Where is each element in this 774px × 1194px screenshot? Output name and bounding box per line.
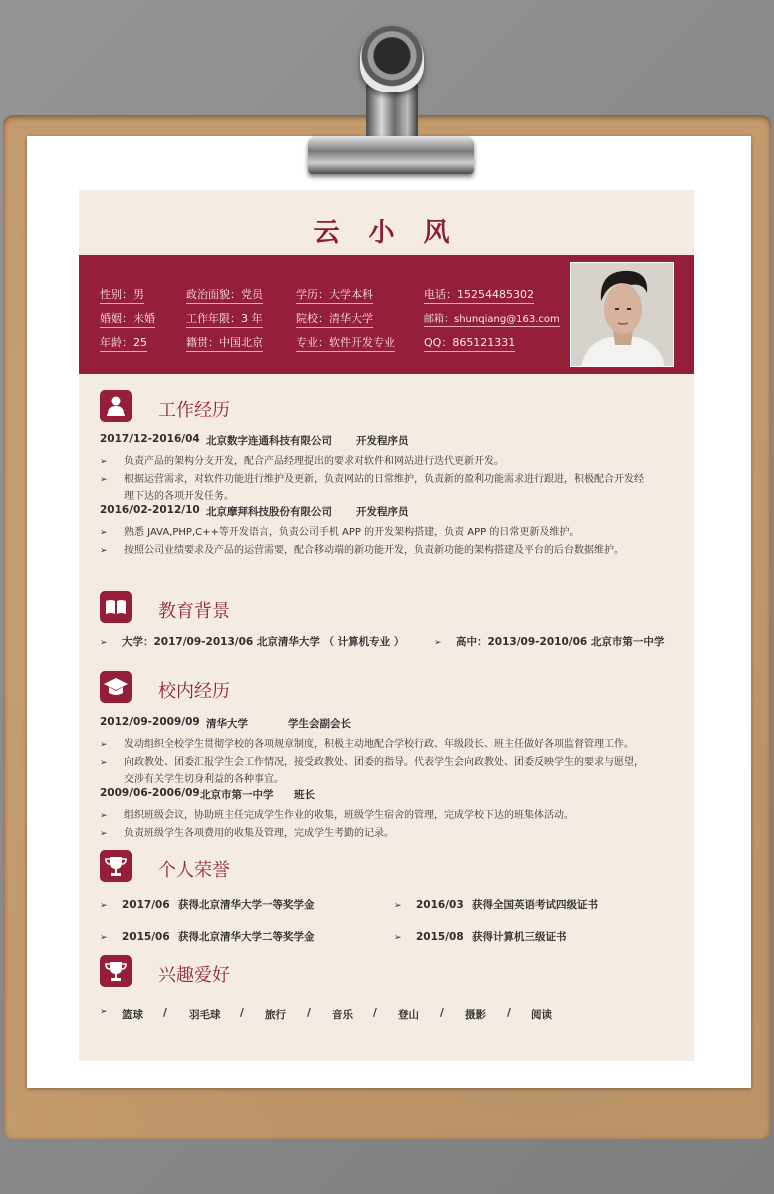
campus-1-header: 2012/09-2009/09 清华大学 学生会副会长	[100, 716, 351, 730]
info-school: 院校：清华大学	[296, 310, 373, 328]
hobby-separator: /	[373, 1007, 377, 1019]
clip-ring-icon	[360, 26, 424, 92]
list-item: ➢ 负责班级学生各项费用的收集及管理，完成学生考勤的记录。	[100, 828, 394, 839]
hobby-arrow-icon: ➢	[100, 1007, 108, 1017]
list-item: ➢ 熟悉 JAVA,PHP,C++等开发语言，负责公司手机 APP 的开发架构搭建，负责 APP 的日常更新及维护。	[100, 527, 580, 538]
candidate-name: 云 小 风	[313, 218, 460, 248]
info-phone: 电话：15254485302	[424, 286, 534, 304]
honor-item: ➢ 2016/03 获得全国英语考试四级证书	[394, 899, 598, 911]
hobby-item: 羽毛球	[189, 1009, 221, 1021]
list-item: ➢ 按照公司业绩要求及产品的运营需要，配合移动端的新功能开发，负责新功能的架构搭建及平台的后台数据维护。	[100, 545, 624, 556]
honor-item: ➢ 2015/08 获得计算机三级证书	[394, 931, 567, 943]
campus-2-header: 2009/06-2006/09 北京市第一中学 班长	[100, 787, 315, 801]
info-age: 年龄：25	[100, 334, 147, 352]
honors-section-title: 个人荣誉	[158, 860, 230, 881]
hobby-item: 登山	[398, 1009, 419, 1021]
honor-item: ➢ 2017/06 获得北京清华大学一等奖学金	[100, 899, 315, 911]
info-major: 专业：软件开发专业	[296, 334, 395, 352]
hobby-separator: /	[240, 1007, 244, 1019]
info-work-years: 工作年限：3 年	[186, 310, 263, 328]
clip-base	[308, 136, 474, 174]
info-marriage: 婚姻：未婚	[100, 310, 155, 328]
education-section-title: 教育背景	[158, 601, 230, 622]
info-politics: 政治面貌：党员	[186, 286, 263, 304]
honor-item: ➢ 2015/06 获得北京清华大学二等奖学金	[100, 931, 315, 943]
education-item-university: ➢ 大学：2017/09-2013/06 北京清华大学 （ 计算机专业 ）	[100, 636, 405, 648]
person-icon	[100, 390, 132, 422]
hobby-item: 音乐	[332, 1009, 353, 1021]
hobby-separator: /	[507, 1007, 511, 1019]
info-degree: 学历：大学本科	[296, 286, 373, 304]
trophy-icon	[100, 850, 132, 882]
hobby-item: 阅读	[531, 1009, 552, 1021]
info-band	[79, 255, 694, 374]
list-item: ➢ 负责产品的架构分支开发，配合产品经理提出的要求对软件和网站进行迭代更新开发。	[100, 456, 504, 467]
list-item: ➢ 发动组织全校学生贯彻学校的各项规章制度，积极主动地配合学校行政、年级段长、班主任做好各项监督管理工作。	[100, 739, 634, 750]
campus-section-title: 校内经历	[158, 681, 230, 702]
trophy-icon	[100, 955, 132, 987]
list-item: ➢ 组织班级会议，协助班主任完成学生作业的收集，班级学生宿舍的管理，完成学校下达的班集体活动。	[100, 810, 574, 821]
info-hometown: 籍贯：中国北京	[186, 334, 263, 352]
info-email[interactable]: 邮箱：shunqiang@163.com	[424, 310, 560, 327]
education-item-highschool: ➢ 高中：2013/09-2010/06 北京市第一中学	[434, 636, 665, 648]
list-item-continued: 理下达的各项开发任务。	[124, 491, 234, 502]
resume-paper	[79, 190, 694, 1061]
list-item: ➢ 向政教处、团委汇报学生会工作情况，接受政教处、团委的指导。代表学生会向政教处、团委反映学生的要求与愿望，	[100, 757, 644, 768]
hobby-item: 摄影	[465, 1009, 486, 1021]
hobby-separator: /	[163, 1007, 167, 1019]
info-qq: QQ：865121331	[424, 334, 515, 352]
hobby-item: 旅行	[265, 1009, 286, 1021]
hobbies-section-title: 兴趣爱好	[158, 965, 230, 986]
job-1-header: 2017/12-2016/04 北京数字连通科技有限公司 开发程序员	[100, 433, 409, 447]
info-gender: 性别：男	[100, 286, 144, 304]
list-item-continued: 交涉有关学生切身利益的各种事宜。	[124, 774, 284, 785]
list-item: ➢ 根据运营需求，对软件功能进行维护及更新，负责网站的日常维护，负责新的盈利功能需求进行跟进，积极配合开发经	[100, 474, 644, 485]
hobby-separator: /	[307, 1007, 311, 1019]
job-2-header: 2016/02-2012/10 北京摩拜科技股份有限公司 开发程序员	[100, 504, 409, 518]
hobby-item: 篮球	[122, 1009, 143, 1021]
profile-photo	[570, 262, 674, 367]
graduation-cap-icon	[100, 671, 132, 703]
hobby-separator: /	[440, 1007, 444, 1019]
book-icon	[100, 591, 132, 623]
work-section-title: 工作经历	[158, 400, 230, 421]
